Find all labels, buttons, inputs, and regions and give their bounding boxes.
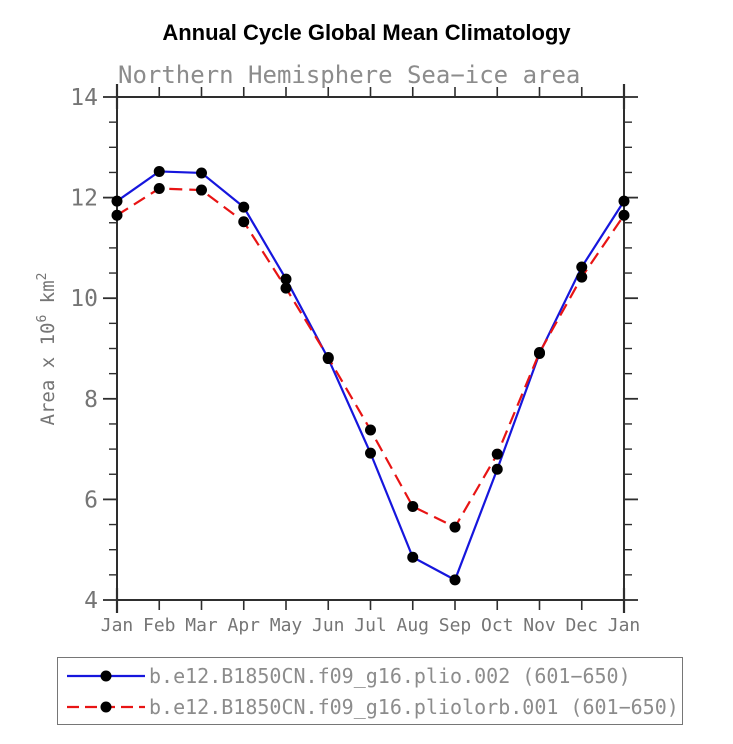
x-axis-tick-label: Mar — [185, 615, 218, 636]
y-axis-tick-label: 6 — [84, 487, 98, 514]
x-axis-tick-label: Nov — [523, 615, 556, 636]
x-axis-tick-label: Jun — [311, 615, 345, 636]
legend-label-pliolorb-001: b.e12.B1850CN.f09_g16.pliolorb.001 (601−650) — [149, 694, 679, 719]
data-point-s0 — [576, 262, 587, 273]
data-point-s1 — [238, 216, 249, 227]
x-axis-tick-label: Jan — [607, 615, 641, 636]
data-point-s1 — [196, 185, 207, 196]
legend-box — [57, 657, 683, 725]
chart-subtitle: Northern Hemisphere Sea−ice area — [118, 61, 581, 89]
legend-line-sample-dashed — [65, 695, 149, 719]
series-line-0 — [117, 171, 624, 579]
legend-row-pliolorb-001 — [58, 691, 682, 722]
legend-line-sample-solid — [65, 664, 149, 688]
legend-label-plio-002: b.e12.B1850CN.f09_g16.plio.002 (601−650) — [149, 663, 631, 688]
data-point-s0 — [238, 202, 249, 213]
data-point-s0 — [365, 448, 376, 459]
legend-row-plio-002 — [58, 660, 682, 691]
y-axis-title: Area x $10^6$ $km^2$ — [35, 272, 59, 426]
data-point-s1 — [407, 501, 418, 512]
y-axis-tick-label: 12 — [70, 185, 98, 212]
y-axis-tick-label: 14 — [70, 85, 98, 111]
data-point-s0 — [154, 166, 165, 177]
data-point-s0 — [450, 574, 461, 585]
data-point-s1 — [281, 283, 292, 294]
data-point-s0 — [619, 196, 630, 207]
chart-title: Annual Cycle Global Mean Climatology — [162, 20, 571, 45]
series-line-1 — [117, 189, 624, 528]
x-axis-tick-label: Oct — [480, 615, 514, 636]
x-axis-tick-label: Feb — [142, 615, 176, 636]
data-point-s1 — [492, 449, 503, 460]
data-point-s0 — [407, 552, 418, 563]
data-point-s0 — [112, 196, 123, 207]
y-axis-tick-label: 4 — [84, 588, 98, 614]
x-axis-tick-label: Jul — [354, 615, 387, 636]
y-axis-tick-label: 10 — [70, 286, 98, 313]
data-point-s1 — [365, 424, 376, 435]
data-point-s1 — [323, 352, 334, 363]
data-point-s1 — [576, 272, 587, 283]
x-axis-tick-label: May — [269, 615, 303, 636]
data-point-s1 — [112, 210, 123, 221]
x-axis-tick-label: Dec — [565, 615, 599, 636]
y-axis-tick-label: 8 — [84, 386, 98, 413]
x-axis-tick-label: Aug — [396, 615, 430, 636]
data-point-s1 — [619, 210, 630, 221]
data-point-s1 — [450, 522, 461, 533]
x-axis-tick-label: Jan — [100, 615, 134, 636]
data-point-s0 — [196, 167, 207, 178]
data-point-s1 — [154, 183, 165, 194]
data-point-s0 — [492, 464, 503, 475]
legend-sample-marker-0 — [101, 670, 112, 681]
x-axis-tick-label: Apr — [227, 615, 261, 636]
legend-sample-marker-1 — [101, 701, 112, 712]
x-axis-tick-label: Sep — [438, 615, 472, 636]
data-point-s1 — [534, 347, 545, 358]
